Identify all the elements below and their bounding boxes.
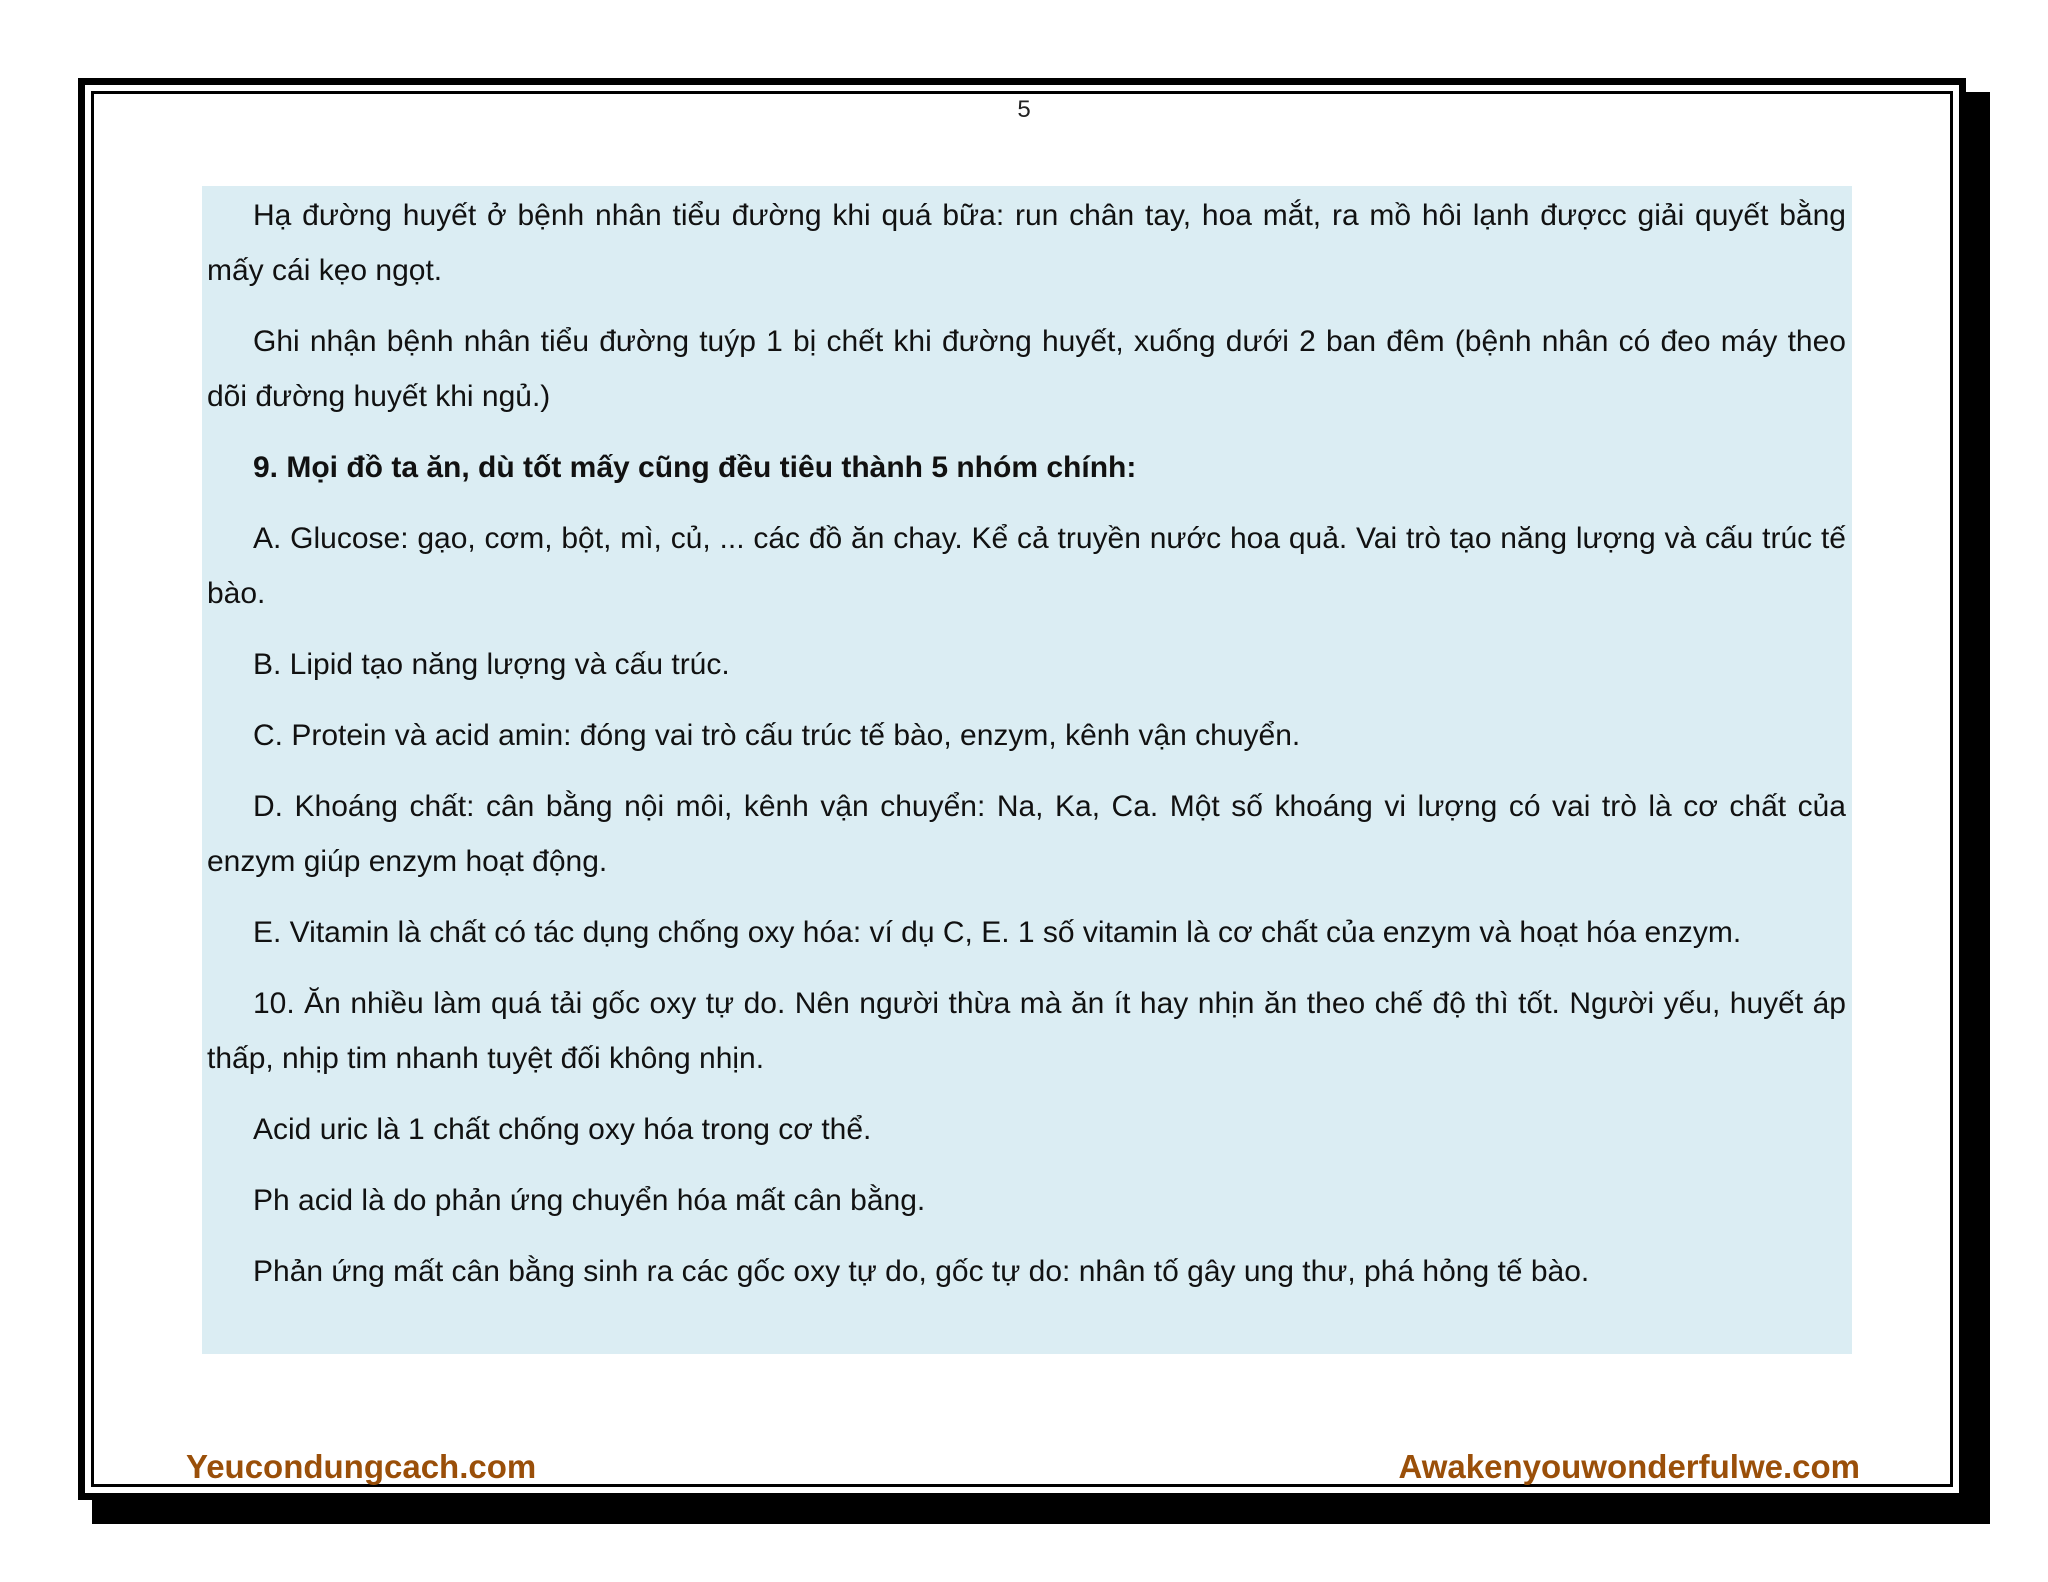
- paragraph: Ghi nhận bệnh nhân tiểu đường tuýp 1 bị chết khi đường huyết, xuống dưới 2 ban đêm (bệnh nhân có đeo máy theo dõi đường huyết khi ngủ.): [207, 325, 1846, 413]
- section-heading: 9. Mọi đồ ta ăn, dù tốt mấy cũng đều tiêu thành 5 nhóm chính:: [253, 451, 1137, 484]
- paragraph: A. Glucose: gạo, cơm, bột, mì, củ, ... các đồ ăn chay. Kể cả truyền nước hoa quả. Vai trò tạo năng lượng và cấu trúc tế bào.: [207, 522, 1846, 610]
- paragraph: 10. Ăn nhiều làm quá tải gốc oxy tự do. Nên người thừa mà ăn ít hay nhịn ăn theo chế độ thì tốt. Người yếu, huyết áp thấp, nhịp tim nhanh tuyệt đối không nhịn.: [207, 987, 1846, 1075]
- paragraph: Acid uric là 1 chất chống oxy hóa trong cơ thể.: [253, 1113, 872, 1146]
- paragraph: E. Vitamin là chất có tác dụng chống oxy hóa: ví dụ C, E. 1 số vitamin là cơ chất của enzym và hoạt hóa enzym.: [253, 916, 1742, 949]
- paragraph: D. Khoáng chất: cân bằng nội môi, kênh vận chuyển: Na, Ka, Ca. Một số khoáng vi lượng có vai trò là cơ chất của enzym giúp enzym hoạt động.: [207, 790, 1846, 878]
- footer-right-site-name: Awakenyouwonderfulwe.com: [1398, 1448, 1860, 1485]
- paragraph: Ph acid là do phản ứng chuyển hóa mất cân bằng.: [253, 1184, 926, 1217]
- footer-left-site-name: Yeucondungcach.com: [186, 1448, 537, 1485]
- highlighted-content-box: [202, 186, 1852, 1354]
- page-number: 5: [1017, 96, 1031, 123]
- paragraph: Hạ đường huyết ở bệnh nhân tiểu đường khi quá bữa: run chân tay, hoa mắt, ra mồ hôi lạnh đượcc giải quyết bằng mấy cái kẹo ngọt.: [207, 199, 1846, 287]
- paragraph: C. Protein và acid amin: đóng vai trò cấu trúc tế bào, enzym, kênh vận chuyển.: [253, 719, 1301, 752]
- paragraph: Phản ứng mất cân bằng sinh ra các gốc oxy tự do, gốc tự do: nhân tố gây ung thư, phá hỏng tế bào.: [253, 1255, 1590, 1288]
- paragraph: B. Lipid tạo năng lượng và cấu trúc.: [253, 648, 730, 681]
